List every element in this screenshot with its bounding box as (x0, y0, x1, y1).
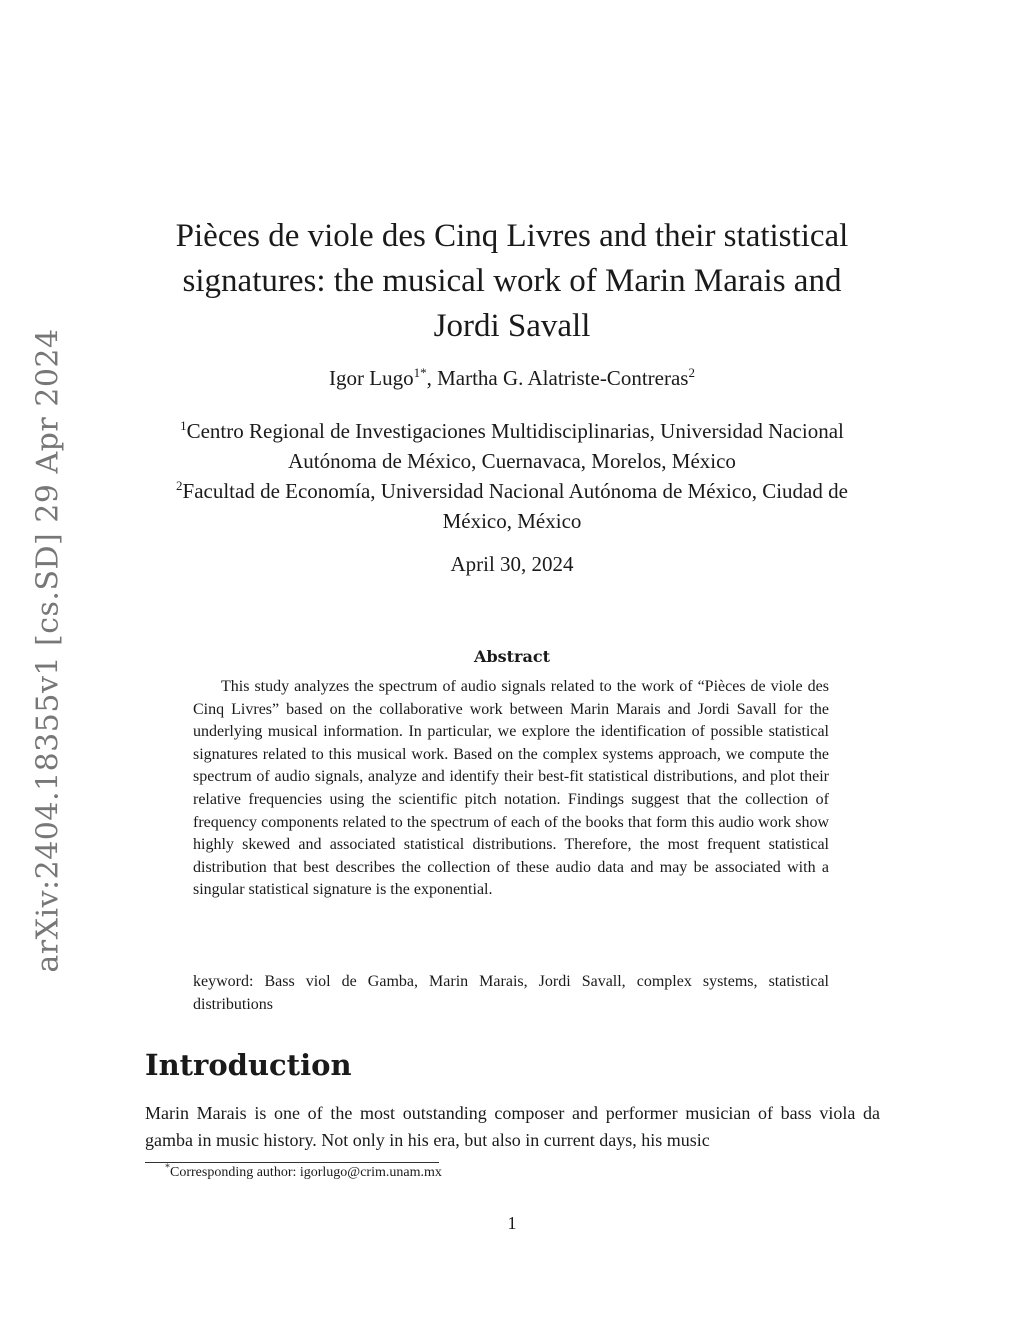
affiliations (150, 416, 874, 536)
affiliation-text: Facultad de Economía, Universidad Nacional Autónoma de México, Ciudad de México, México (182, 479, 848, 533)
footnote-marker: * (165, 1162, 170, 1174)
footnote-text: Corresponding author: igorlugo@crim.unam.mx (170, 1165, 442, 1180)
footnote-rule (145, 1162, 439, 1163)
author-name: Martha G. Alatriste-Contreras (437, 366, 689, 390)
section-text: Marin Marais is one of the most outstanding composer and performer musician of bass viola da gamba in music history. Not only in his era, but also in current days, his music (145, 1103, 880, 1150)
author-separator: , (426, 366, 438, 390)
paper-date: April 30, 2024 (450, 552, 574, 576)
arxiv-stamp (18, 327, 78, 973)
abstract-text: This study analyzes the spectrum of audio signals related to the work of “Pièces de viole des Cinq Livres” based on the collaborative work between Marin Marais and Jordi Savall for the underlying musical information. In particular, we explore the identification of possible statistical signatures related to this musical work. Based on the complex systems approach, we compute the spectrum of audio signals, analyze and identify their best-fit statistical distributions, and plot their relative frequencies using the scientific pitch notation. Findings suggest that the collection of frequency components related to the spectrum of each of the books that form this audio work show highly skewed and associated statistical distributions. Therefore, the most frequent statistical distribution that best describes the collection of these audio data and may be associated with a singular statistical signature is the exponential. (193, 678, 829, 899)
author-line (150, 366, 874, 391)
footnote (165, 1162, 442, 1181)
author-name: Igor Lugo (329, 366, 414, 390)
arxiv-stamp-text: arXiv:2404.18355v1 [cs.SD] 29 Apr 2024 (30, 327, 66, 973)
author-affil-sup: 2 (688, 365, 695, 380)
affiliation-sup: 2 (176, 478, 183, 493)
affiliation (150, 416, 874, 476)
paper-title: Pièces de viole des Cinq Livres and their statistical signatures: the musical work of Marin Marais and Jordi Savall (175, 218, 849, 344)
keywords: keyword: Bass viol de Gamba, Marin Marais, Jordi Savall, complex systems, statistical distributions (193, 973, 829, 1013)
affiliation (150, 476, 874, 536)
page-number: 1 (507, 1213, 517, 1233)
affiliation-text: Centro Regional de Investigaciones Multidisciplinarias, Universidad Nacional Autónoma de México, Cuernavaca, Morelos, México (186, 419, 844, 473)
section-heading: Introduction (145, 1048, 352, 1082)
affiliation-sup: 1 (180, 418, 187, 433)
abstract-heading: Abstract (474, 647, 550, 666)
author-affil-sup: 1* (413, 365, 427, 380)
